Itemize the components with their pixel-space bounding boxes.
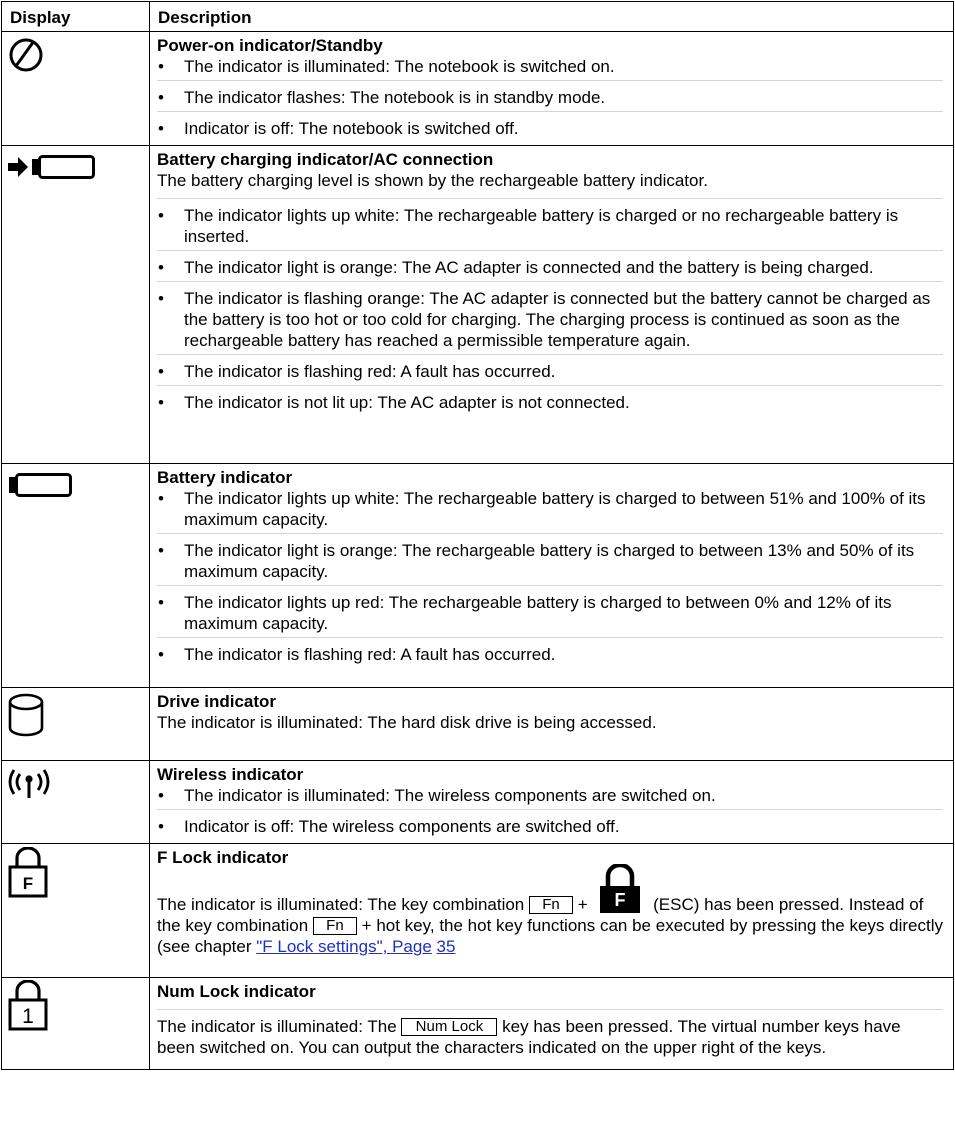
description-cell xyxy=(150,688,954,761)
display-cell xyxy=(2,978,150,1070)
power-icon xyxy=(6,35,46,75)
header-description: Description xyxy=(150,2,954,32)
description-cell xyxy=(150,844,954,978)
num-lock-text: The indicator is illuminated: The Num Lock key has been pressed. The virtual number keys have been switched on. You can output the characters indicated on the upper right of the keys. xyxy=(157,1009,943,1058)
list-item: • The indicator lights up red: The rechargeable battery is charged to between 0% and 12% of its maximum capacity. xyxy=(157,585,943,637)
list-item: • The indicator lights up white: The rechargeable battery is charged to between 51% and 100% of its maximum capacity. xyxy=(157,488,943,533)
row-intro: The battery charging level is shown by the rechargeable battery indicator. xyxy=(157,171,708,190)
list-item: • The indicator light is orange: The AC adapter is connected and the battery is being charged. xyxy=(157,250,943,281)
bullet-list xyxy=(157,488,943,668)
table-row xyxy=(2,32,954,146)
table-row xyxy=(2,464,954,688)
f-lock-inline-icon xyxy=(598,864,642,914)
list-item: • Indicator is off: The wireless components are switched off. xyxy=(157,809,943,840)
bullet-list xyxy=(157,785,943,840)
display-cell xyxy=(2,688,150,761)
list-item: • The indicator flashes: The notebook is in standby mode. xyxy=(157,80,943,111)
table-row xyxy=(2,688,954,761)
table-header-row xyxy=(2,2,954,32)
description-cell xyxy=(150,761,954,844)
list-item: • The indicator is flashing red: A fault has occurred. xyxy=(157,354,943,385)
indicator-table xyxy=(1,1,954,1070)
drive-icon xyxy=(6,692,46,740)
f-lock-text: The indicator is illuminated: The key combination Fn + F (ESC) has been pressed. Instead of the key combination Fn + hot key, the hot key functions can be executed by pressing the keys directly (see chapter "F Lock settings", Page 35 xyxy=(157,894,943,957)
list-item: • The indicator is flashing red: A fault has occurred. xyxy=(157,637,943,668)
description-cell xyxy=(150,464,954,688)
page-link[interactable]: 35 xyxy=(436,937,456,956)
list-item: • The indicator is flashing orange: The AC adapter is connected but the battery cannot be charged as the battery is too hot or too cold for charging. The charging process is continued as soon as the rechargeable battery has reached a permissible temperature again. xyxy=(157,281,943,354)
table-row xyxy=(2,978,954,1070)
display-cell xyxy=(2,761,150,844)
fn-key: Fn xyxy=(313,917,357,935)
description-cell xyxy=(150,32,954,146)
row-title: F Lock indicator xyxy=(157,848,289,867)
header-display: Display xyxy=(2,2,150,32)
num-lock-icon xyxy=(7,980,49,1032)
fn-key: Fn xyxy=(529,896,573,914)
list-item: • The indicator light is orange: The rechargeable battery is charged to between 13% and 50% of its maximum capacity. xyxy=(157,533,943,585)
list-item: • The indicator is illuminated: The notebook is switched on. xyxy=(157,56,943,80)
f-lock-icon xyxy=(7,847,49,899)
battery-charging-icon xyxy=(6,152,96,182)
battery-icon xyxy=(7,470,77,500)
bullet-list xyxy=(157,198,943,416)
table-row xyxy=(2,761,954,844)
bullet-list xyxy=(157,56,943,142)
list-item: • The indicator is not lit up: The AC adapter is not connected. xyxy=(157,385,943,416)
description-cell xyxy=(150,978,954,1070)
table-row xyxy=(2,146,954,464)
display-cell xyxy=(2,464,150,688)
wireless-icon xyxy=(6,766,52,802)
list-item: • Indicator is off: The notebook is switched off. xyxy=(157,111,943,142)
row-text: The indicator is illuminated: The hard disk drive is being accessed. xyxy=(157,713,657,732)
row-title: Power-on indicator/Standby xyxy=(157,36,383,55)
svg-text:F: F xyxy=(614,890,626,910)
list-item: • The indicator is illuminated: The wireless components are switched on. xyxy=(157,785,943,809)
row-title: Battery indicator xyxy=(157,468,293,487)
num-lock-key: Num Lock xyxy=(401,1018,497,1036)
list-item: • The indicator lights up white: The rechargeable battery is charged or no rechargeable battery is inserted. xyxy=(157,198,943,250)
row-title: Wireless indicator xyxy=(157,765,304,784)
svg-text:1: 1 xyxy=(22,1005,34,1028)
display-cell xyxy=(2,146,150,464)
row-title: Num Lock indicator xyxy=(157,982,316,1001)
row-title: Battery charging indicator/AC connection xyxy=(157,150,494,169)
display-cell xyxy=(2,32,150,146)
f-lock-settings-link[interactable]: "F Lock settings", Page xyxy=(256,937,432,956)
description-cell xyxy=(150,146,954,464)
svg-text:F: F xyxy=(22,874,34,893)
row-title: Drive indicator xyxy=(157,692,277,711)
table-row xyxy=(2,844,954,978)
display-cell xyxy=(2,844,150,978)
